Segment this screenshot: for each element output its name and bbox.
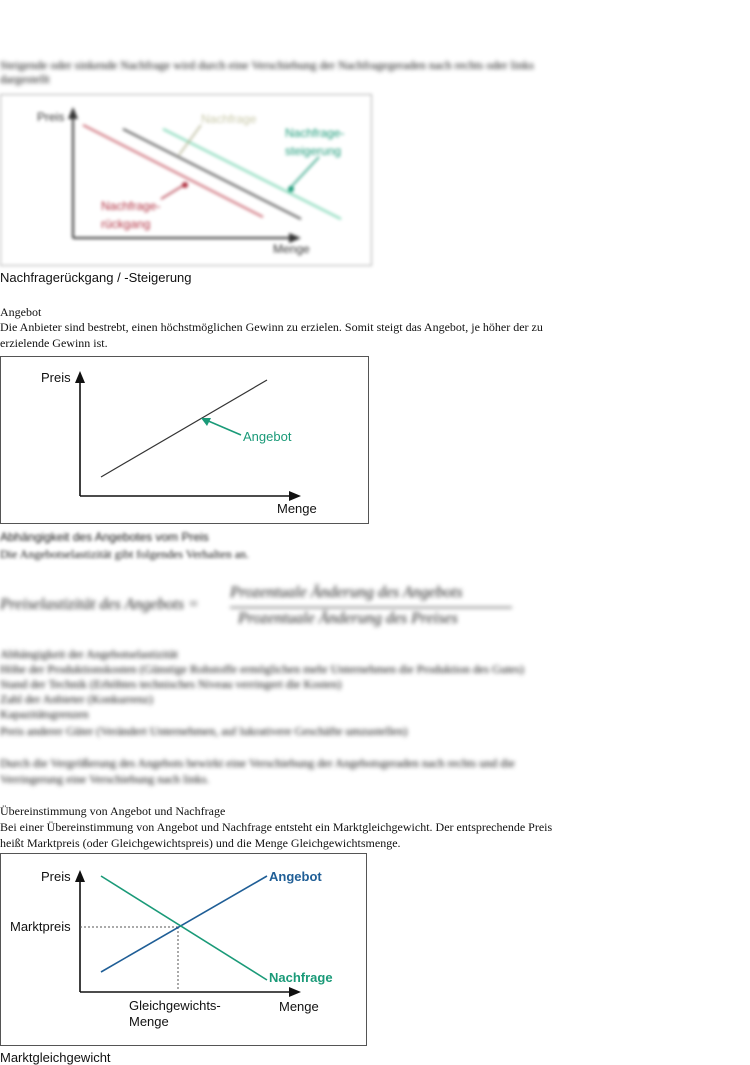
eq-supply-label: Angebot <box>269 869 322 884</box>
eq-y-label: Preis <box>41 869 71 884</box>
supply-caption-line-1: Abhängigkeit des Angebotes vom Preis <box>0 530 209 544</box>
formula-lhs: Preiselastizität des Angebots = <box>0 596 199 613</box>
equilibrium-heading: Übereinstimmung von Angebot und Nachfrage <box>0 804 226 818</box>
demand-shift-y-label: Preis <box>37 110 65 124</box>
supply-shift-line-2: Verringerung eine Verschiebung nach links. <box>0 772 210 786</box>
supply-shift-line-1: Durch die Vergrößerung des Angebots bewirkt eine Verschiebung der Angebotsgeraden nach rechts und die <box>0 756 515 770</box>
demand-shift-intro-line-1: Steigende oder sinkende Nachfrage wird durch eine Verschiebung der Nachfragegeraden nach rechts oder links <box>0 58 534 72</box>
formula-denominator: Prozentuale Änderung des Preises <box>238 610 458 627</box>
eq-y-axis-arrow <box>75 870 85 882</box>
factors-line-2: Höhe der Produktionskosten (Günstige Rohstoffe ermöglichen mehr Unternehmen die Produktion des Gutes) <box>0 662 525 676</box>
demand-shift-caption: Nachfragerückgang / -Steigerung <box>0 270 192 285</box>
eq-supply-curve <box>101 876 267 972</box>
factors-line-1: Abhängigkeit der Angebotselastizität <box>0 647 178 661</box>
eq-quantity-label-line-2: Menge <box>129 1014 169 1029</box>
supply-y-label: Preis <box>41 370 71 385</box>
steigerung-pointer <box>291 157 319 187</box>
factors-line-4: Zahl der Anbieter (Konkurrenz) <box>0 692 153 706</box>
eq-quantity-label-line-1: Gleichgewichts- <box>129 998 221 1013</box>
eq-demand-label: Nachfrage <box>269 970 333 985</box>
y-axis-arrow <box>68 107 78 119</box>
formula-fraction-bar <box>230 607 512 608</box>
market-price-label: Marktpreis <box>10 919 71 934</box>
demand-shift-chart <box>1 95 371 265</box>
steigerung-label-line-1: Nachfrage- <box>285 126 345 140</box>
demand-shift-intro-line-2: dargestellt <box>0 72 50 86</box>
eq-x-axis-arrow <box>289 987 301 997</box>
angebot-label: Angebot <box>243 429 292 444</box>
factors-line-6: Preis anderer Güter (Verändert Unternehmen, auf lukrativere Geschäfte umzustellen) <box>0 724 408 738</box>
formula-numerator: Prozentuale Änderung des Angebots <box>230 584 463 601</box>
supply-x-axis-arrow <box>289 491 301 501</box>
supply-chart <box>1 357 368 523</box>
demand-increase-line <box>163 129 341 219</box>
factors-line-3: Stand der Technik (Erhöhtes technisches Niveau verringert die Kosten) <box>0 677 342 691</box>
rueckgang-pointer <box>161 185 184 199</box>
supply-y-axis-arrow <box>75 371 85 383</box>
supply-body-line-2: erzielende Gewinn ist. <box>0 336 108 350</box>
equilibrium-chart <box>1 854 366 1045</box>
factors-line-5: Kapazitätsgrenzen <box>0 707 89 721</box>
elasticity-formula <box>0 582 560 632</box>
rueckgang-pointer-dot <box>182 182 188 188</box>
supply-body-line-1: Die Anbieter sind bestrebt, einen höchstmöglichen Gewinn zu erzielen. Somit steigt das Angebot, je höher der zu <box>0 320 543 334</box>
eq-x-label: Menge <box>279 999 319 1014</box>
supply-x-label: Menge <box>277 501 317 516</box>
equilibrium-caption: Marktgleichgewicht <box>0 1050 111 1065</box>
rueckgang-label-line-2: rückgang <box>101 217 151 231</box>
steigerung-label-line-2: steigerung <box>285 144 342 158</box>
demand-shift-figure <box>0 94 372 266</box>
equilibrium-figure <box>0 853 367 1046</box>
demand-shift-x-label: Menge <box>273 242 310 256</box>
eq-demand-curve <box>101 876 267 980</box>
nachfrage-label: Nachfrage <box>201 112 257 126</box>
equilibrium-body-line-1: Bei einer Übereinstimmung von Angebot und Nachfrage entsteht ein Marktgleichgewicht. Der entsprechende Preis <box>0 820 553 834</box>
angebot-pointer <box>206 420 241 435</box>
supply-figure <box>0 356 369 524</box>
nachfrage-pointer <box>179 125 201 155</box>
equilibrium-body-line-2: heißt Marktpreis (oder Gleichgewichtspreis) und die Menge Gleichgewichtsmenge. <box>0 836 401 850</box>
steigerung-pointer-dot <box>288 186 294 192</box>
supply-heading: Angebot <box>0 305 42 319</box>
supply-caption-line-2: Die Angebotselastizität gibt folgendes Verhalten an. <box>0 547 250 561</box>
rueckgang-label-line-1: Nachfrage- <box>101 199 161 213</box>
